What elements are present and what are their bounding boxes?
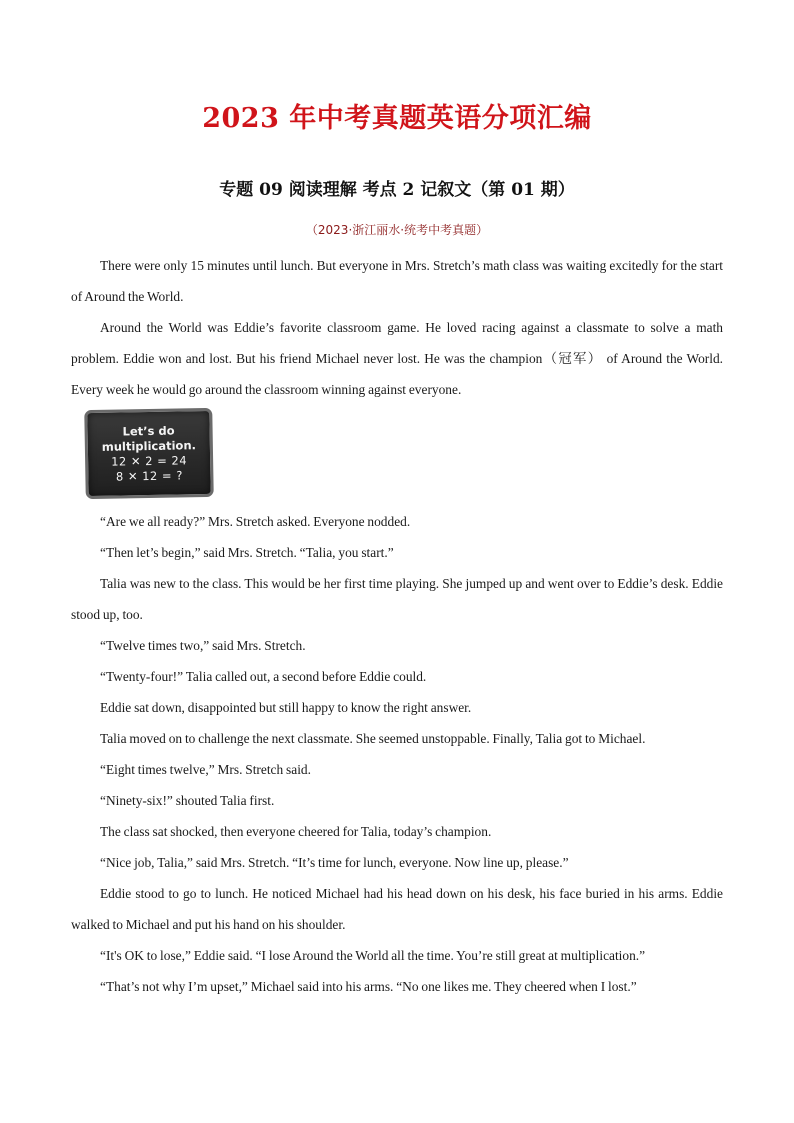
paragraph: “It's OK to lose,” Eddie said. “I lose Around the World all the time. You’re still great at multiplication.” bbox=[100, 948, 646, 963]
exam-source: （2023·浙江丽水·统考中考真题） bbox=[305, 223, 489, 237]
paragraph: “Twenty-four!” Talia called out, a second before Eddie could. bbox=[100, 669, 427, 684]
paragraph: “That’s not why I’m upset,” Michael said into his arms. “No one likes me. They cheered when I lost.” bbox=[100, 979, 637, 994]
paragraph: Around the World was Eddie’s favorite classroom game. He loved racing against a classmate to solve a math problem. Eddie won and lost. But his friend Michael never lost. He was the champion（冠军） of Around the World. Every week he would go around the classroom winning against everyone. bbox=[71, 320, 723, 397]
paragraph: Eddie sat down, disappointed but still happy to know the right answer. bbox=[100, 700, 472, 715]
paragraph: Talia was new to the class. This would be her first time playing. She jumped up and went over to Eddie’s desk. Eddie stood up, too. bbox=[71, 576, 723, 622]
paragraph: “Ninety-six!” shouted Talia first. bbox=[100, 793, 275, 808]
paragraph: “Twelve times two,” said Mrs. Stretch. bbox=[100, 638, 306, 653]
chalkboard-equation: 8 ✕ 12 = ? bbox=[115, 467, 183, 484]
paragraph: Eddie stood to go to lunch. He noticed Michael had his head down on his desk, his face buried in his arms. Eddie walked to Michael and put his hand on his shoulder. bbox=[71, 886, 723, 932]
paragraph: The class sat shocked, then everyone cheered for Talia, today’s champion. bbox=[100, 824, 492, 839]
document-title: 2023 年中考真题英语分项汇编 bbox=[202, 103, 592, 134]
reading-passage bbox=[71, 250, 723, 1002]
document-subtitle: 专题 09 阅读理解 考点 2 记叙文（第 01 期） bbox=[219, 180, 575, 200]
paragraph: “Nice job, Talia,” said Mrs. Stretch. “It’s time for lunch, everyone. Now line up, please.” bbox=[100, 855, 569, 870]
chalkboard-equation: 12 ✕ 2 = 24 bbox=[111, 452, 188, 469]
paragraph: “Are we all ready?” Mrs. Stretch asked. Everyone nodded. bbox=[100, 514, 411, 529]
chalkboard-image bbox=[84, 408, 214, 499]
paragraph: “Eight times twelve,” Mrs. Stretch said. bbox=[100, 762, 311, 777]
paragraph: “Then let’s begin,” said Mrs. Stretch. “Talia, you start.” bbox=[100, 545, 394, 560]
chalkboard-text: multiplication. bbox=[101, 437, 197, 454]
chalkboard-text: Let’s do bbox=[122, 423, 175, 438]
paragraph: There were only 15 minutes until lunch. But everyone in Mrs. Stretch’s math class was waiting excitedly for the start of Around the World. bbox=[71, 258, 723, 304]
paragraph: Talia moved on to challenge the next classmate. She seemed unstoppable. Finally, Talia got to Michael. bbox=[100, 731, 646, 746]
